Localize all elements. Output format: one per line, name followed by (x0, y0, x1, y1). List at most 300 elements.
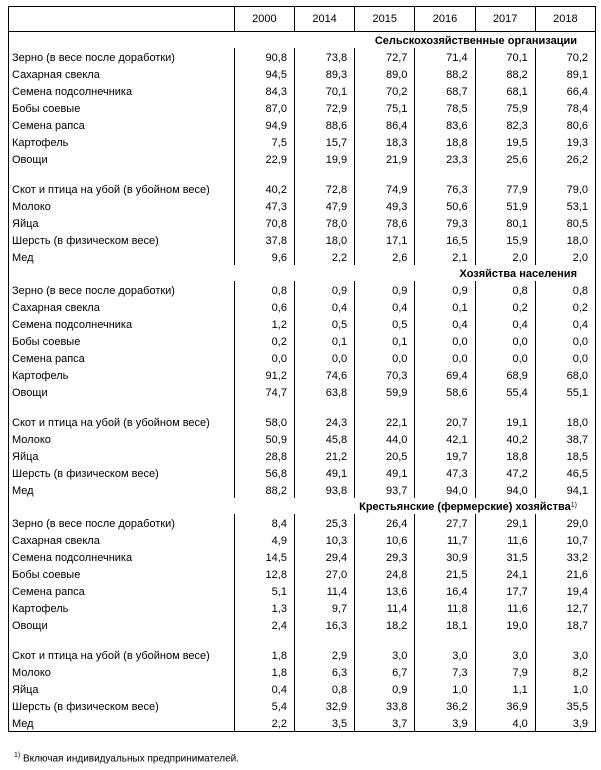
value-cell: 8,2 (535, 663, 595, 680)
value-cell: 0,5 (294, 315, 354, 332)
table-row (9, 582, 596, 599)
value-cell: 18,7 (535, 616, 595, 633)
value-cell: 71,4 (415, 48, 475, 65)
value-cell: 45,8 (294, 430, 354, 447)
value-cell: 19,4 (535, 582, 595, 599)
section-title-text: Сельскохозяйственные организации (374, 35, 577, 47)
table-row (9, 48, 596, 65)
value-cell: 80,1 (475, 214, 535, 231)
value-cell: 2,4 (234, 616, 294, 633)
row-label: Сахарная свекла (9, 298, 235, 315)
section-title (9, 32, 596, 49)
value-cell: 35,5 (535, 697, 595, 714)
value-cell: 5,1 (234, 582, 294, 599)
row-label: Яйца (9, 214, 235, 231)
row-label: Сахарная свекла (9, 65, 235, 82)
table-row (9, 464, 596, 481)
value-cell: 28,8 (234, 447, 294, 464)
value-cell: 26,2 (535, 150, 595, 167)
value-cell: 19,9 (294, 150, 354, 167)
row-label: Овощи (9, 383, 235, 400)
value-cell: 31,5 (475, 548, 535, 565)
value-cell: 73,8 (294, 48, 354, 65)
table-body (9, 32, 596, 732)
section-title-text: Хозяйства населения (459, 268, 577, 280)
table-row (9, 447, 596, 464)
value-cell: 11,4 (355, 599, 415, 616)
value-cell: 22,1 (355, 400, 415, 430)
footnote-mark: 1) (14, 752, 21, 759)
value-cell: 78,6 (355, 214, 415, 231)
value-cell: 87,0 (234, 99, 294, 116)
value-cell: 29,4 (294, 548, 354, 565)
value-cell: 0,0 (415, 332, 475, 349)
row-label: Сахарная свекла (9, 531, 235, 548)
row-label: Картофель (9, 366, 235, 383)
value-cell: 15,9 (475, 231, 535, 248)
value-cell: 94,9 (234, 116, 294, 133)
footnote-text: Включая индивидуальных предпринимателей. (20, 753, 239, 765)
value-cell: 11,4 (294, 582, 354, 599)
value-cell: 18,5 (535, 447, 595, 464)
row-label: Мед (9, 714, 235, 732)
value-cell: 12,8 (234, 565, 294, 582)
value-cell: 40,2 (475, 430, 535, 447)
value-cell: 24,1 (475, 565, 535, 582)
table-row (9, 514, 596, 531)
value-cell: 72,7 (355, 48, 415, 65)
value-cell: 16,4 (415, 582, 475, 599)
table-row (9, 714, 596, 732)
value-cell: 0,0 (475, 332, 535, 349)
value-cell: 72,9 (294, 99, 354, 116)
table-row (9, 231, 596, 248)
value-cell: 11,6 (475, 599, 535, 616)
value-cell: 63,8 (294, 383, 354, 400)
value-cell: 9,6 (234, 248, 294, 265)
data-table (8, 6, 596, 732)
value-cell: 75,9 (475, 99, 535, 116)
value-cell: 72,8 (294, 167, 354, 197)
value-cell: 24,8 (355, 565, 415, 582)
value-cell: 0,0 (234, 349, 294, 366)
row-label: Мед (9, 481, 235, 498)
value-cell: 40,2 (234, 167, 294, 197)
value-cell: 0,8 (535, 281, 595, 298)
value-cell: 5,4 (234, 697, 294, 714)
row-label: Картофель (9, 133, 235, 150)
value-cell: 0,4 (535, 315, 595, 332)
row-label: Семена подсолнечника (9, 548, 235, 565)
value-cell: 1,0 (415, 680, 475, 697)
value-cell: 68,9 (475, 366, 535, 383)
value-cell: 18,8 (415, 133, 475, 150)
row-label: Мед (9, 248, 235, 265)
row-label: Семена рапса (9, 349, 235, 366)
row-label: Молоко (9, 430, 235, 447)
value-cell: 70,2 (355, 82, 415, 99)
value-cell: 80,5 (535, 214, 595, 231)
value-cell: 89,3 (294, 65, 354, 82)
value-cell: 27,7 (415, 514, 475, 531)
table-row (9, 531, 596, 548)
year-header: 2017 (475, 7, 535, 32)
value-cell: 74,6 (294, 366, 354, 383)
value-cell: 0,1 (415, 298, 475, 315)
value-cell: 2,1 (415, 248, 475, 265)
value-cell: 29,1 (475, 514, 535, 531)
value-cell: 18,8 (475, 447, 535, 464)
value-cell: 2,0 (475, 248, 535, 265)
value-cell: 19,3 (535, 133, 595, 150)
value-cell: 33,8 (355, 697, 415, 714)
value-cell: 78,4 (535, 99, 595, 116)
value-cell: 75,1 (355, 99, 415, 116)
table-row (9, 430, 596, 447)
value-cell: 79,3 (415, 214, 475, 231)
value-cell: 79,0 (535, 167, 595, 197)
section-header-row (9, 498, 596, 514)
row-label: Зерно (в весе после доработки) (9, 281, 235, 298)
value-cell: 3,9 (415, 714, 475, 732)
value-cell: 32,9 (294, 697, 354, 714)
value-cell: 83,6 (415, 116, 475, 133)
value-cell: 7,9 (475, 663, 535, 680)
row-label: Овощи (9, 150, 235, 167)
header-empty-cell (9, 7, 235, 32)
value-cell: 10,3 (294, 531, 354, 548)
value-cell: 0,0 (535, 332, 595, 349)
value-cell: 38,7 (535, 430, 595, 447)
row-label: Бобы соевые (9, 99, 235, 116)
value-cell: 74,7 (234, 383, 294, 400)
value-cell: 3,0 (475, 633, 535, 663)
table-row (9, 116, 596, 133)
value-cell: 80,6 (535, 116, 595, 133)
year-header: 2014 (294, 7, 354, 32)
value-cell: 2,6 (355, 248, 415, 265)
table-row (9, 332, 596, 349)
value-cell: 44,0 (355, 430, 415, 447)
value-cell: 58,0 (234, 400, 294, 430)
value-cell: 1,8 (234, 663, 294, 680)
section-title-text: Крестьянские (фермерские) хозяйства (359, 501, 571, 513)
value-cell: 94,5 (234, 65, 294, 82)
value-cell: 21,2 (294, 447, 354, 464)
table-row (9, 281, 596, 298)
table-row (9, 167, 596, 197)
value-cell: 6,7 (355, 663, 415, 680)
value-cell: 76,3 (415, 167, 475, 197)
value-cell: 3,0 (535, 633, 595, 663)
section-header-row (9, 32, 596, 49)
value-cell: 4,0 (475, 714, 535, 732)
value-cell: 21,6 (535, 565, 595, 582)
table-row (9, 99, 596, 116)
value-cell: 66,4 (535, 82, 595, 99)
value-cell: 0,2 (535, 298, 595, 315)
value-cell: 1,8 (234, 633, 294, 663)
value-cell: 0,6 (234, 298, 294, 315)
value-cell: 0,0 (475, 349, 535, 366)
header-row (9, 7, 596, 32)
section-title (9, 498, 596, 514)
value-cell: 42,1 (415, 430, 475, 447)
value-cell: 0,4 (475, 315, 535, 332)
value-cell: 84,3 (234, 82, 294, 99)
value-cell: 55,4 (475, 383, 535, 400)
row-label: Семена подсолнечника (9, 315, 235, 332)
value-cell: 0,4 (355, 298, 415, 315)
value-cell: 0,9 (355, 680, 415, 697)
value-cell: 11,8 (415, 599, 475, 616)
value-cell: 37,8 (234, 231, 294, 248)
value-cell: 58,6 (415, 383, 475, 400)
value-cell: 6,3 (294, 663, 354, 680)
table-row (9, 349, 596, 366)
value-cell: 70,1 (294, 82, 354, 99)
value-cell: 29,0 (535, 514, 595, 531)
table-row (9, 548, 596, 565)
value-cell: 16,3 (294, 616, 354, 633)
value-cell: 89,0 (355, 65, 415, 82)
table-row (9, 298, 596, 315)
row-label: Бобы соевые (9, 565, 235, 582)
value-cell: 3,0 (355, 633, 415, 663)
value-cell: 69,4 (415, 366, 475, 383)
table-row (9, 697, 596, 714)
value-cell: 27,0 (294, 565, 354, 582)
value-cell: 50,9 (234, 430, 294, 447)
section-title (9, 265, 596, 281)
value-cell: 11,7 (415, 531, 475, 548)
value-cell: 19,0 (475, 616, 535, 633)
value-cell: 68,0 (535, 366, 595, 383)
value-cell: 17,7 (475, 582, 535, 599)
value-cell: 3,0 (415, 633, 475, 663)
value-cell: 7,5 (234, 133, 294, 150)
value-cell: 25,6 (475, 150, 535, 167)
table-row (9, 565, 596, 582)
value-cell: 23,3 (415, 150, 475, 167)
value-cell: 55,1 (535, 383, 595, 400)
value-cell: 12,7 (535, 599, 595, 616)
value-cell: 13,6 (355, 582, 415, 599)
value-cell: 18,0 (535, 400, 595, 430)
row-label: Молоко (9, 663, 235, 680)
value-cell: 86,4 (355, 116, 415, 133)
table-row (9, 383, 596, 400)
row-label: Овощи (9, 616, 235, 633)
footnote-reference: 1) (570, 502, 577, 509)
value-cell: 94,0 (475, 481, 535, 498)
row-label: Семена подсолнечника (9, 82, 235, 99)
value-cell: 94,1 (535, 481, 595, 498)
value-cell: 29,3 (355, 548, 415, 565)
value-cell: 88,2 (415, 65, 475, 82)
row-label: Семена рапса (9, 116, 235, 133)
value-cell: 18,0 (294, 231, 354, 248)
value-cell: 0,5 (355, 315, 415, 332)
value-cell: 0,2 (475, 298, 535, 315)
value-cell: 49,1 (294, 464, 354, 481)
value-cell: 0,8 (234, 281, 294, 298)
value-cell: 94,0 (415, 481, 475, 498)
value-cell: 18,1 (415, 616, 475, 633)
row-label: Яйца (9, 447, 235, 464)
value-cell: 82,3 (475, 116, 535, 133)
value-cell: 77,9 (475, 167, 535, 197)
value-cell: 1,2 (234, 315, 294, 332)
value-cell: 36,2 (415, 697, 475, 714)
value-cell: 53,1 (535, 197, 595, 214)
year-header: 2018 (535, 7, 595, 32)
value-cell: 1,3 (234, 599, 294, 616)
row-label: Скот и птица на убой (в убойном весе) (9, 633, 235, 663)
row-label: Яйца (9, 680, 235, 697)
value-cell: 78,5 (415, 99, 475, 116)
value-cell: 0,0 (294, 349, 354, 366)
value-cell: 47,9 (294, 197, 354, 214)
year-header: 2015 (355, 7, 415, 32)
value-cell: 78,0 (294, 214, 354, 231)
value-cell: 15,7 (294, 133, 354, 150)
table-row (9, 197, 596, 214)
value-cell: 20,5 (355, 447, 415, 464)
value-cell: 0,9 (415, 281, 475, 298)
value-cell: 9,7 (294, 599, 354, 616)
table-row (9, 315, 596, 332)
value-cell: 2,9 (294, 633, 354, 663)
value-cell: 7,3 (415, 663, 475, 680)
value-cell: 0,0 (535, 349, 595, 366)
value-cell: 2,0 (535, 248, 595, 265)
value-cell: 3,7 (355, 714, 415, 732)
value-cell: 0,1 (355, 332, 415, 349)
value-cell: 8,4 (234, 514, 294, 531)
value-cell: 21,5 (415, 565, 475, 582)
row-label: Скот и птица на убой (в убойном весе) (9, 400, 235, 430)
value-cell: 0,8 (294, 680, 354, 697)
value-cell: 93,7 (355, 481, 415, 498)
value-cell: 88,2 (475, 65, 535, 82)
value-cell: 19,7 (415, 447, 475, 464)
value-cell: 18,0 (535, 231, 595, 248)
table-row (9, 400, 596, 430)
footnote (14, 752, 239, 764)
value-cell: 11,6 (475, 531, 535, 548)
value-cell: 24,3 (294, 400, 354, 430)
row-label: Картофель (9, 599, 235, 616)
value-cell: 36,9 (475, 697, 535, 714)
table-row (9, 616, 596, 633)
value-cell: 0,4 (234, 680, 294, 697)
value-cell: 46,5 (535, 464, 595, 481)
value-cell: 70,3 (355, 366, 415, 383)
row-label: Шерсть (в физическом весе) (9, 231, 235, 248)
value-cell: 25,3 (294, 514, 354, 531)
table-row (9, 366, 596, 383)
value-cell: 51,9 (475, 197, 535, 214)
value-cell: 22,9 (234, 150, 294, 167)
value-cell: 21,9 (355, 150, 415, 167)
value-cell: 0,4 (294, 298, 354, 315)
value-cell: 59,9 (355, 383, 415, 400)
value-cell: 10,7 (535, 531, 595, 548)
value-cell: 0,8 (475, 281, 535, 298)
row-label: Молоко (9, 197, 235, 214)
value-cell: 3,5 (294, 714, 354, 732)
value-cell: 68,1 (475, 82, 535, 99)
value-cell: 1,0 (535, 680, 595, 697)
table-row (9, 65, 596, 82)
value-cell: 33,2 (535, 548, 595, 565)
value-cell: 90,8 (234, 48, 294, 65)
value-cell: 88,2 (234, 481, 294, 498)
value-cell: 91,2 (234, 366, 294, 383)
table-row (9, 680, 596, 697)
table-row (9, 663, 596, 680)
value-cell: 70,8 (234, 214, 294, 231)
value-cell: 0,1 (294, 332, 354, 349)
value-cell: 17,1 (355, 231, 415, 248)
table-row (9, 82, 596, 99)
value-cell: 89,1 (535, 65, 595, 82)
row-label: Зерно (в весе после доработки) (9, 514, 235, 531)
value-cell: 74,9 (355, 167, 415, 197)
value-cell: 93,8 (294, 481, 354, 498)
value-cell: 14,5 (234, 548, 294, 565)
value-cell: 47,2 (475, 464, 535, 481)
value-cell: 1,1 (475, 680, 535, 697)
value-cell: 30,9 (415, 548, 475, 565)
table-row (9, 214, 596, 231)
value-cell: 50,6 (415, 197, 475, 214)
value-cell: 4,9 (234, 531, 294, 548)
value-cell: 70,1 (475, 48, 535, 65)
value-cell: 18,3 (355, 133, 415, 150)
value-cell: 47,3 (415, 464, 475, 481)
value-cell: 0,4 (415, 315, 475, 332)
table-row (9, 481, 596, 498)
value-cell: 68,7 (415, 82, 475, 99)
row-label: Шерсть (в физическом весе) (9, 697, 235, 714)
value-cell: 0,9 (355, 281, 415, 298)
table-row (9, 599, 596, 616)
value-cell: 56,8 (234, 464, 294, 481)
table-row (9, 633, 596, 663)
row-label: Зерно (в весе после доработки) (9, 48, 235, 65)
row-label: Шерсть (в физическом весе) (9, 464, 235, 481)
value-cell: 19,1 (475, 400, 535, 430)
row-label: Бобы соевые (9, 332, 235, 349)
row-label: Семена рапса (9, 582, 235, 599)
year-header: 2016 (415, 7, 475, 32)
value-cell: 10,6 (355, 531, 415, 548)
value-cell: 49,3 (355, 197, 415, 214)
value-cell: 16,5 (415, 231, 475, 248)
table-row (9, 248, 596, 265)
value-cell: 2,2 (234, 714, 294, 732)
table-row (9, 133, 596, 150)
value-cell: 49,1 (355, 464, 415, 481)
value-cell: 26,4 (355, 514, 415, 531)
value-cell: 2,2 (294, 248, 354, 265)
row-label: Скот и птица на убой (в убойном весе) (9, 167, 235, 197)
year-header: 2000 (234, 7, 294, 32)
value-cell: 0,0 (415, 349, 475, 366)
value-cell: 20,7 (415, 400, 475, 430)
